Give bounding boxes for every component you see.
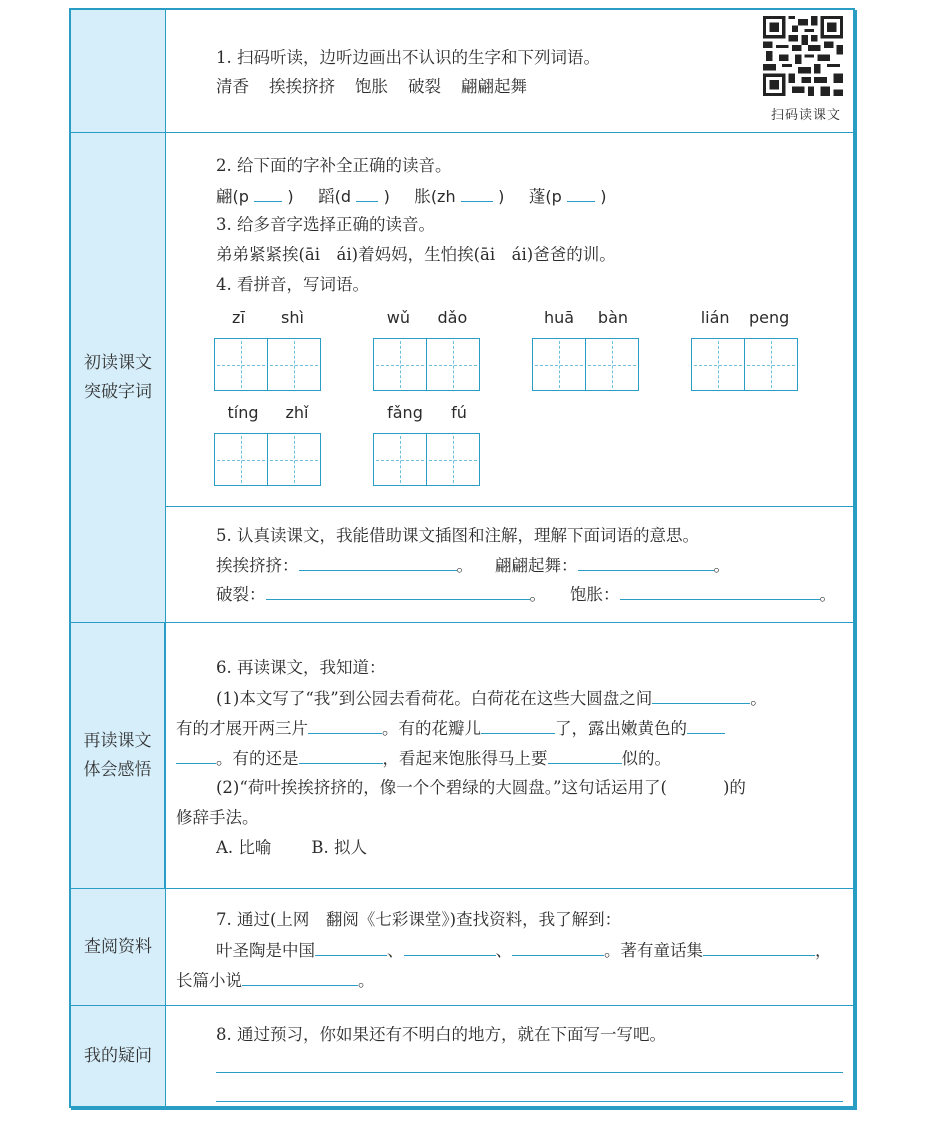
pinyin: fǎng — [387, 403, 423, 422]
q2-blank[interactable] — [356, 185, 378, 202]
writing-line[interactable] — [216, 1072, 843, 1073]
q6-text: 了，露出嫩黄色的 — [555, 719, 687, 738]
q1-prompt: 1. 扫码听读，边听边画出不认识的生字和下列词语。 — [216, 48, 600, 67]
label-line: 再读课文 — [83, 730, 152, 751]
section-label-first-reading — [71, 133, 166, 622]
q2-blank[interactable] — [254, 185, 282, 202]
q7-blank[interactable] — [315, 939, 387, 956]
writing-cell[interactable] — [532, 338, 586, 391]
q2-open: (p — [232, 187, 249, 206]
writing-cell[interactable] — [426, 433, 480, 486]
q7-text: ， — [815, 941, 832, 960]
q5-word: 饱胀： — [570, 585, 620, 604]
writing-cell[interactable] — [373, 338, 427, 391]
writing-line[interactable] — [216, 1101, 843, 1102]
q5-word: 破裂： — [216, 585, 266, 604]
q2-item — [529, 187, 607, 206]
q6-text: 有的才展开两三片 — [176, 719, 308, 738]
q6-text: ，看起来饱胀得马上要 — [382, 749, 548, 768]
q6-text: 。有的还是 — [216, 749, 299, 768]
q5-row — [216, 583, 836, 606]
q6-blank[interactable] — [481, 717, 555, 734]
q5-word: 翩翩起舞： — [495, 556, 578, 575]
q7-blank[interactable] — [512, 939, 604, 956]
pinyin: zhǐ — [285, 403, 309, 422]
worksheet — [69, 8, 855, 1108]
q6-blank[interactable] — [299, 747, 383, 764]
writing-cell[interactable] — [267, 338, 321, 391]
q5-word: 挨挨挤挤： — [216, 556, 299, 575]
q2-char: 蓬 — [528, 187, 546, 206]
pinyin: huā — [543, 308, 575, 327]
q7-text: 长篇小说 — [176, 971, 242, 990]
q6-line — [176, 747, 671, 770]
q2-close: ) — [383, 187, 390, 206]
q2-char: 胀 — [414, 187, 431, 206]
option-a[interactable]: A. 比喻 — [216, 838, 272, 857]
section-first-reading — [71, 132, 853, 622]
q6-text: (2)“荷叶挨挨挤挤的，像一个个碧绿的大圆盘。”这句话运用了( — [216, 778, 667, 797]
writing-cell[interactable] — [691, 338, 745, 391]
writing-cell[interactable] — [585, 338, 639, 391]
q6-blank[interactable] — [308, 717, 382, 734]
option-b[interactable]: B. 拟人 — [311, 838, 368, 857]
q6-text: 似的。 — [621, 749, 671, 768]
q5-row — [216, 554, 730, 577]
q7-text: 叶圣陶是中国 — [216, 941, 315, 960]
section-research — [71, 888, 853, 1005]
writing-cell[interactable] — [373, 433, 427, 486]
q5-blank[interactable] — [299, 554, 457, 571]
label-line: 突破字词 — [84, 381, 152, 402]
section-label-research — [71, 889, 166, 1005]
q6-text: 。 — [750, 689, 767, 708]
q2-prompt: 2. 给下面的字补全正确的读音。 — [216, 156, 452, 175]
q2-close: ) — [287, 187, 294, 206]
q2-open: (d — [334, 187, 352, 206]
q4-prompt: 4. 看拼音，写词语。 — [216, 275, 369, 294]
q7-line — [216, 939, 832, 962]
q6-blank[interactable] — [687, 717, 725, 734]
pinyin: wǔ — [386, 308, 410, 327]
pinyin: lián — [700, 308, 730, 327]
q5-blank[interactable] — [578, 554, 714, 571]
q2-char: 蹈 — [318, 187, 335, 206]
q6-p2-end: 修辞手法。 — [176, 808, 259, 827]
divider — [166, 506, 853, 507]
q2-item — [414, 187, 504, 206]
q3-sentence: 弟弟紧紧挨(āi ái)着妈妈，生怕挨(āi ái)爸爸的训。 — [216, 245, 616, 264]
pinyin: dǎo — [437, 308, 468, 327]
label-line: 我的疑问 — [84, 1045, 152, 1066]
q2-open: (p — [545, 187, 562, 206]
q2-items — [216, 185, 607, 208]
pinyin: peng — [748, 308, 790, 327]
q7-blank[interactable] — [703, 939, 815, 956]
pinyin: tíng — [227, 403, 259, 422]
pinyin: bàn — [597, 308, 629, 327]
writing-cell[interactable] — [214, 433, 268, 486]
q5-blank[interactable] — [620, 583, 820, 600]
q6-text: )的 — [722, 778, 746, 797]
section-label-questions — [71, 1006, 166, 1106]
q1-word: 清香 — [216, 77, 249, 96]
q6-text: (1)本文写了“我”到公园去看荷花。白荷花在这些大圆盘之间 — [216, 689, 653, 708]
q1-word: 破裂 — [408, 77, 441, 96]
label-line: 初读课文 — [84, 352, 152, 373]
q7-text: 、 — [387, 941, 404, 960]
pinyin: shì — [281, 308, 304, 327]
pinyin: zī — [232, 308, 245, 327]
q6-line — [216, 777, 746, 799]
qr-caption: 扫码读课文 — [770, 108, 841, 123]
q6-blank[interactable] — [548, 747, 622, 764]
q2-blank[interactable] — [461, 185, 493, 202]
q5-blank[interactable] — [266, 583, 530, 600]
writing-cell[interactable] — [426, 338, 480, 391]
q7-blank[interactable] — [242, 969, 358, 986]
section-label-rereading — [71, 623, 166, 888]
q7-text: 。著有童话集 — [604, 941, 703, 960]
q7-prompt: 7. 通过(上网 翻阅《七彩课堂》)查找资料，我了解到： — [216, 910, 622, 929]
writing-cell[interactable] — [744, 338, 798, 391]
q6-options — [216, 837, 367, 859]
q2-char: 翩 — [216, 187, 233, 206]
q6-line — [176, 717, 725, 740]
q8-prompt: 8. 通过预习，你如果还有不明白的地方，就在下面写一写吧。 — [216, 1025, 666, 1044]
q6-blank[interactable] — [652, 687, 750, 704]
q1-words — [216, 76, 527, 98]
q5-end: 。 — [529, 585, 546, 604]
q2-close: ) — [498, 187, 505, 206]
section-rereading — [71, 622, 853, 888]
q5-end: 。 — [819, 585, 836, 604]
qr-code-icon[interactable] — [763, 16, 843, 96]
section-scan — [71, 10, 853, 132]
section-label-empty — [71, 10, 166, 132]
q6-prompt: 6. 再读课文，我知道： — [216, 658, 386, 677]
q2-close: ) — [600, 187, 607, 206]
q1-word: 翩翩起舞 — [461, 77, 527, 96]
q1-word: 挨挨挤挤 — [269, 77, 335, 96]
label-line: 体会感悟 — [83, 759, 152, 780]
q7-text: 。 — [358, 971, 375, 990]
writing-cell[interactable] — [267, 433, 321, 486]
q6-line — [216, 687, 767, 710]
q7-blank[interactable] — [404, 939, 496, 956]
q5-end: 。 — [456, 556, 473, 575]
q5-end: 。 — [713, 556, 730, 575]
q2-open: (zh — [430, 187, 456, 206]
label-line: 查阅资料 — [84, 936, 152, 957]
q1-word: 饱胀 — [355, 77, 388, 96]
pinyin: fú — [451, 403, 467, 422]
q6-text: 。有的花瓣儿 — [382, 719, 481, 738]
section-questions — [71, 1005, 853, 1106]
q2-item — [318, 187, 390, 206]
q6-blank[interactable] — [176, 747, 216, 764]
q3-prompt: 3. 给多音字选择正确的读音。 — [216, 215, 435, 234]
q7-text: 、 — [495, 941, 512, 960]
writing-cell[interactable] — [214, 338, 268, 391]
q2-blank[interactable] — [567, 185, 595, 202]
q5-prompt: 5. 认真读课文，我能借助课文插图和注解，理解下面词语的意思。 — [216, 526, 699, 545]
q7-line — [176, 969, 375, 992]
q2-item — [216, 187, 294, 206]
